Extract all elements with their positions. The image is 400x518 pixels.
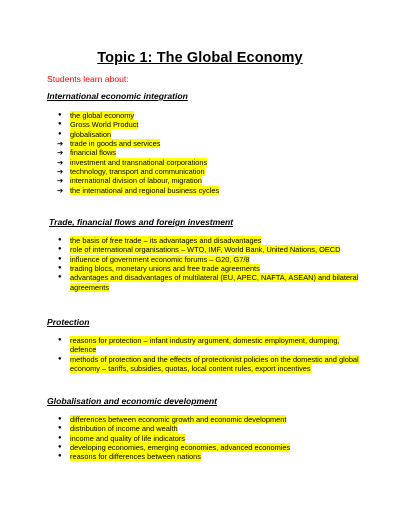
list-item-text: financial flows bbox=[70, 148, 117, 158]
bullet-icon: ● bbox=[58, 274, 62, 281]
list-item-text: reasons for differences between nations bbox=[70, 452, 201, 462]
list-item bbox=[47, 452, 367, 461]
section-international-economic-integration bbox=[47, 90, 367, 195]
list-item-text: international division of labour, migration bbox=[70, 176, 202, 186]
list-item bbox=[47, 434, 367, 443]
bullet-icon: ● bbox=[58, 416, 62, 422]
list-item-text: globalisation bbox=[70, 129, 112, 139]
list-item bbox=[47, 111, 367, 120]
section-heading: Protection bbox=[47, 317, 90, 327]
bullet-icon: ● bbox=[58, 444, 62, 451]
list-item-text: reasons for protection – infant industry argument, domestic employment, dumping, defence bbox=[70, 336, 340, 355]
list-item-text: trade in goods and services bbox=[70, 139, 161, 149]
list-item-text: distribution of income and wealth bbox=[70, 424, 178, 434]
bullet-icon: ● bbox=[58, 434, 62, 441]
bullet-icon: ● bbox=[58, 425, 62, 432]
list-item bbox=[47, 245, 365, 254]
section-heading: Trade, financial flows and foreign investment bbox=[49, 217, 234, 227]
bullet-icon: ● bbox=[58, 237, 62, 243]
item-list bbox=[47, 111, 367, 195]
arrow-icon: ➔ bbox=[57, 167, 64, 177]
list-item-text: the international and regional business cycles bbox=[70, 185, 220, 195]
list-item bbox=[47, 355, 367, 374]
list-item-text: influence of government economic forums – G20, G7/8 bbox=[70, 254, 250, 264]
list-item bbox=[47, 148, 367, 157]
list-item bbox=[47, 186, 367, 195]
bullet-icon: ● bbox=[58, 265, 62, 272]
item-list bbox=[47, 336, 367, 373]
arrow-icon: ➔ bbox=[57, 185, 64, 195]
list-item-text: developing economies, emerging economies, advanced economies bbox=[70, 443, 291, 453]
list-item-text: advantages and disadvantages of multilateral (EU, APEC, NAFTA, ASEAN) and bilateral agreements bbox=[70, 273, 359, 292]
bullet-icon: ● bbox=[58, 337, 62, 343]
item-list bbox=[47, 415, 367, 462]
list-item bbox=[47, 273, 365, 292]
bullet-icon: ● bbox=[58, 453, 62, 460]
section-globalisation-development bbox=[47, 395, 367, 462]
list-item-text: differences between economic growth and economic development bbox=[70, 415, 287, 424]
list-item-text: technology, transport and communication bbox=[70, 167, 205, 177]
list-item bbox=[47, 130, 367, 139]
list-item bbox=[47, 424, 367, 433]
section-trade-financial-flows bbox=[49, 216, 369, 292]
bullet-icon: ● bbox=[58, 246, 62, 253]
list-item-text: the global economy bbox=[70, 111, 135, 120]
list-item bbox=[47, 176, 367, 185]
list-item-text: investment and transnational corporations bbox=[70, 157, 208, 167]
list-item-text: the basis of free trade – its advantages and disadvantages bbox=[70, 236, 262, 245]
list-item bbox=[47, 443, 367, 452]
list-item-text: methods of protection and the effects of protectionist policies on the domestic and global economy – tariffs, subsidies, quotas, local content rules, export incentives bbox=[70, 354, 359, 374]
section-protection bbox=[47, 316, 367, 373]
section-heading: Globalisation and economic development bbox=[47, 396, 217, 406]
arrow-icon: ➔ bbox=[57, 176, 64, 186]
item-list bbox=[47, 236, 365, 292]
bullet-icon: ● bbox=[58, 355, 62, 362]
bullet-icon: ● bbox=[58, 112, 62, 118]
list-item bbox=[47, 255, 365, 264]
list-item bbox=[47, 158, 367, 167]
list-item bbox=[47, 120, 367, 129]
arrow-icon: ➔ bbox=[57, 157, 64, 167]
list-item bbox=[47, 336, 367, 355]
arrow-icon: ➔ bbox=[57, 139, 64, 149]
list-item bbox=[47, 167, 367, 176]
list-item bbox=[47, 264, 365, 273]
list-item-text: role of international organisations – WTO, IMF, World Bank, United Nations, OECD bbox=[70, 245, 341, 255]
section-heading: International economic integration bbox=[47, 91, 188, 101]
arrow-icon: ➔ bbox=[57, 148, 64, 158]
bullet-icon: ● bbox=[58, 130, 62, 137]
list-item-text: Gross World Product bbox=[70, 120, 139, 130]
list-item bbox=[47, 415, 367, 424]
intro-text: Students learn about: bbox=[47, 74, 129, 84]
list-item bbox=[47, 236, 365, 245]
list-item bbox=[47, 139, 367, 148]
list-item-text: trading blocs, monetary unions and free trade agreements bbox=[70, 264, 260, 274]
list-item-text: income and quality of life indicators bbox=[70, 433, 186, 443]
page-title: Topic 1: The Global Economy bbox=[97, 50, 303, 66]
bullet-icon: ● bbox=[58, 121, 62, 128]
bullet-icon: ● bbox=[58, 255, 62, 262]
